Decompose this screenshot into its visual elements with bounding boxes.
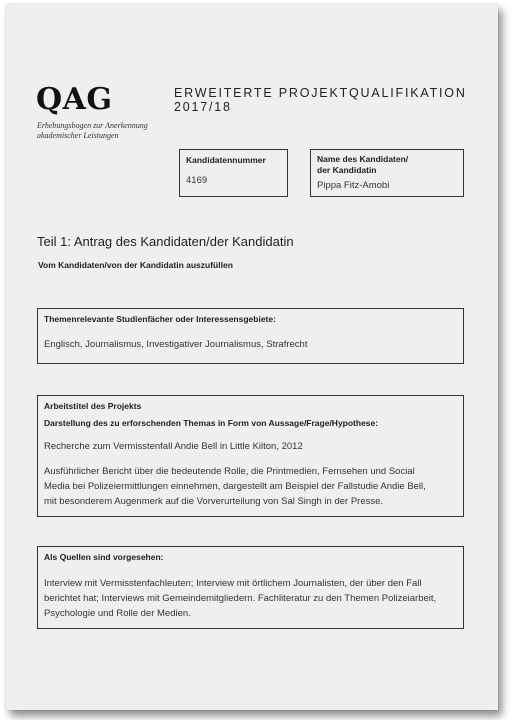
candidate-name-box <box>310 149 464 197</box>
sources-line-3: Psychologie und Rolle der Medien. <box>44 608 191 619</box>
subjects-value: Englisch, Journalismus, Investigativer Journalismus, Strafrecht <box>44 339 308 350</box>
subjects-box <box>37 308 464 364</box>
part-subtitle: Vom Kandidaten/von der Kandidatin auszufüllen <box>38 260 233 270</box>
sources-label: Als Quellen sind vorgesehen: <box>44 552 164 562</box>
sources-line-2: berichtet hat; Interviews mit Gemeindemitgliedern. Fachliteratur zu den Themen Polizeiarbeit, <box>44 593 437 604</box>
sources-text <box>44 576 457 621</box>
sources-line-1: Interview mit Vermisstenfachleuten; Interview mit örtlichem Journalisten, der über den Fall <box>44 578 422 589</box>
project-title-label: Arbeitstitel des Projekts <box>44 401 142 411</box>
logo-subtitle-line-2: akademischer Leistungen <box>37 131 119 140</box>
logo-subtitle <box>37 121 187 141</box>
project-description-line-1: Ausführlicher Bericht über die bedeutende Rolle, die Printmedien, Fernsehen und Social <box>44 466 415 477</box>
qag-logo: QAG <box>36 82 113 117</box>
candidate-name-label-line-2: der Kandidatin <box>317 165 377 175</box>
candidate-name-label-line-1: Name des Kandidaten/ <box>317 154 409 164</box>
candidate-number-box <box>179 149 288 197</box>
project-description-label: Darstellung des zu erforschenden Themas in Form von Aussage/Frage/Hypothese: <box>44 418 379 428</box>
project-description-line-2: Media bei Polizeiermittlungen einnehmen, dargestellt am Beispiel der Fallstudie Andie Bell, <box>44 481 426 492</box>
project-description-line-3: mit besonderem Augenmerk auf die Vorverurteilung von Sal Singh in der Presse. <box>44 496 384 507</box>
candidate-name-value: Pippa Fitz-Amobi <box>317 180 390 191</box>
candidate-number-value: 4169 <box>186 175 208 186</box>
candidate-number-label: Kandidatennummer <box>186 155 266 165</box>
project-title-value: Recherche zum Vermisstenfall Andie Bell in Little Kilton, 2012 <box>44 441 303 452</box>
form-title: ERWEITERTE PROJEKTQUALIFIKATION 2017/18 <box>174 86 467 114</box>
project-description <box>44 464 457 509</box>
sources-box <box>37 546 464 629</box>
subjects-label: Themenrelevante Studienfächer oder Interessensgebiete: <box>44 314 276 324</box>
part-title: Teil 1: Antrag des Kandidaten/der Kandidatin <box>37 234 294 249</box>
project-box <box>37 395 464 517</box>
logo-subtitle-line-1: Erhebungsbogen zur Anerkennung <box>37 121 148 130</box>
